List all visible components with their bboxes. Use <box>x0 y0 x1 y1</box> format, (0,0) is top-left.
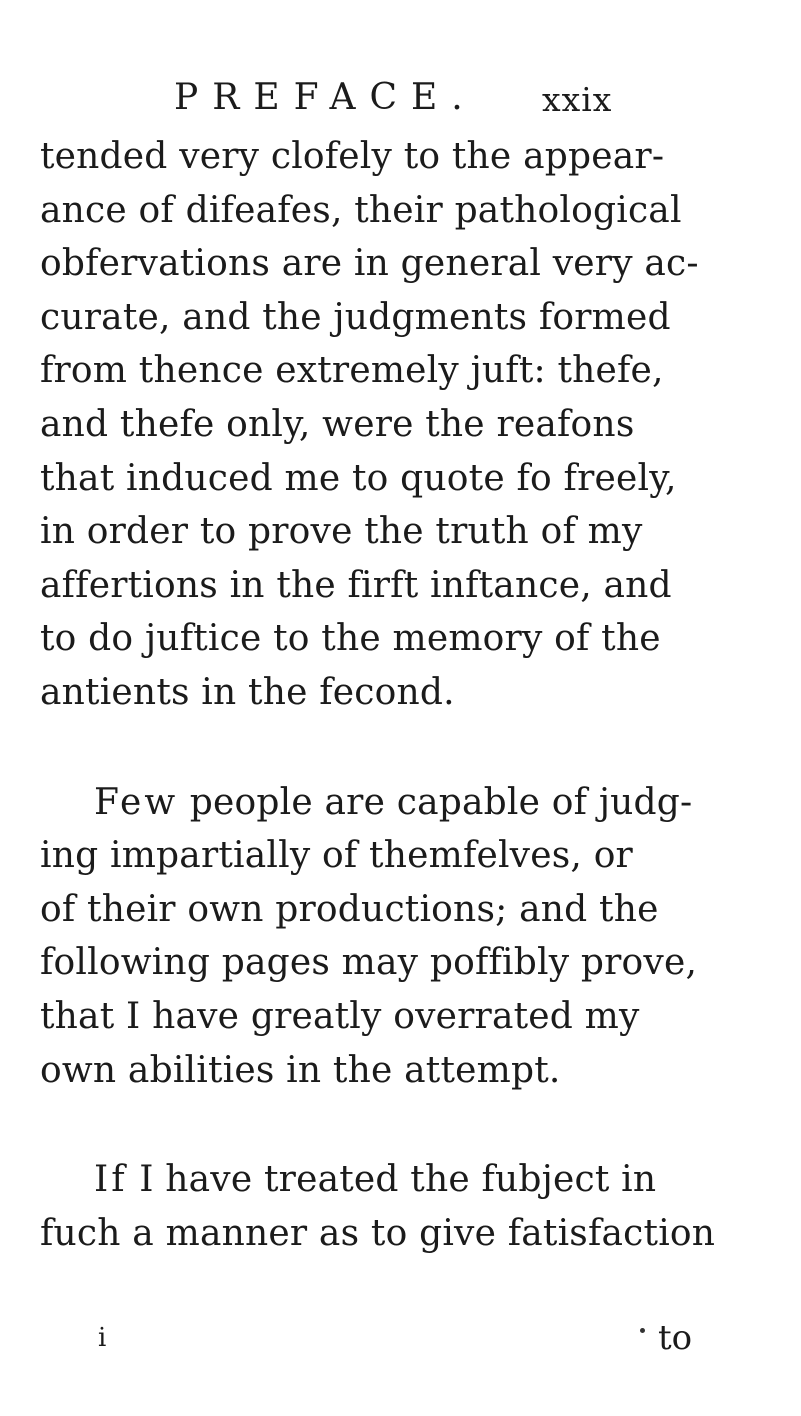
text-line: ing impartially of themfelves, or <box>40 835 633 877</box>
text-line <box>40 1153 760 1207</box>
text-line: own abilities in the attempt. <box>40 1049 561 1091</box>
text-line: that I have greatly overrated my <box>40 995 640 1037</box>
text-line: affertions in the firft inftance, and <box>40 564 672 606</box>
running-title: PREFACE. <box>174 77 477 118</box>
text-line: curate, and the judgments formed <box>40 296 671 338</box>
paragraph-2 <box>40 776 760 1098</box>
paragraph-1 <box>40 130 760 720</box>
text-line: and thefe only, were the reafons <box>40 403 635 445</box>
page-footer <box>0 1318 801 1378</box>
text-line: in order to prove the truth of my <box>40 511 643 553</box>
text-line: antients in the fecond. <box>40 671 455 713</box>
text-line-rest: people are capable of judg- <box>178 781 693 823</box>
text-line: ance of difeafes, their pathological <box>40 189 682 231</box>
paragraph-gap <box>40 720 760 776</box>
text-line: to do juftice to the memory of the <box>40 618 661 660</box>
catchword: to <box>658 1318 693 1358</box>
page-number: xxix <box>542 80 613 119</box>
signature-mark: i <box>98 1323 107 1353</box>
paragraph-opening-word: Few <box>94 781 179 823</box>
paragraph-gap <box>40 1097 760 1153</box>
page-header <box>174 76 734 136</box>
text-line <box>40 776 760 830</box>
text-line: fuch a manner as to give fatisfaction <box>40 1212 716 1254</box>
text-line: obfervations are in general very ac- <box>40 243 699 285</box>
paragraph-opening-word: If <box>94 1159 128 1201</box>
paragraph-3 <box>40 1153 760 1260</box>
text-line-rest: I have treated the fubject in <box>127 1159 657 1201</box>
text-line: following pages may poffibly prove, <box>40 942 698 984</box>
body-text <box>40 130 760 1260</box>
text-line: of their own productions; and the <box>40 888 659 930</box>
text-line: that induced me to quote fo freely, <box>40 457 677 499</box>
text-line: tended very clofely to the appear- <box>40 136 665 177</box>
ink-dot <box>640 1328 645 1333</box>
text-line: from thence extremely juft: thefe, <box>40 350 664 392</box>
